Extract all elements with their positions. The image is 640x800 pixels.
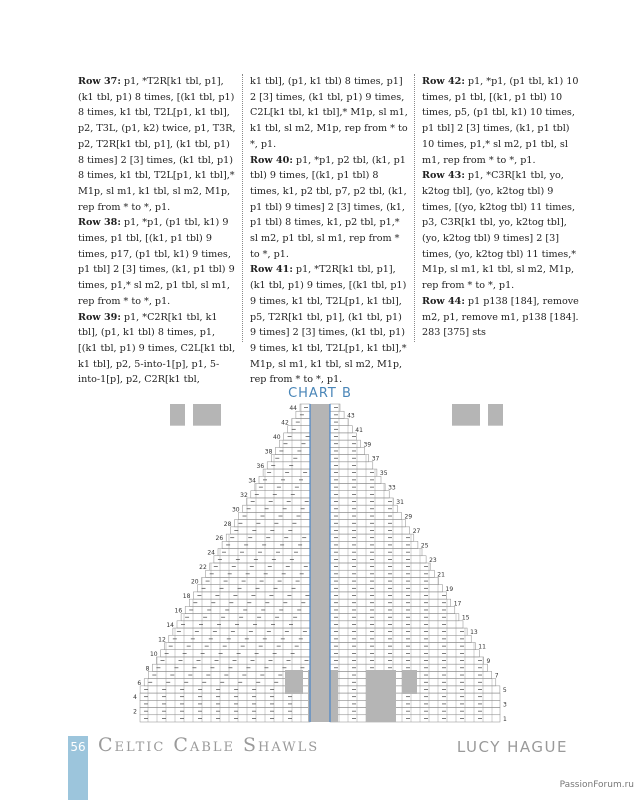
row-number-right: 29 <box>404 513 413 521</box>
center-stitch-column <box>310 404 330 722</box>
chart-row-left <box>206 570 310 577</box>
book-title: Celtic Cable Shawls <box>98 734 320 756</box>
row-number-right: 1 <box>503 715 507 723</box>
row-number-right: 35 <box>379 470 388 478</box>
row-number-right: 5 <box>502 687 507 695</box>
row-number-right: 11 <box>478 643 486 651</box>
no-stitch-block <box>285 670 303 694</box>
no-stitch-block <box>193 404 221 426</box>
row-number-right: 9 <box>486 658 491 666</box>
chart-row-left <box>181 614 310 621</box>
row-number-right: 33 <box>388 484 396 492</box>
no-stitch-block <box>366 670 396 722</box>
chart-row-left <box>288 426 310 433</box>
chart-row-left <box>234 520 310 527</box>
row-42-instruction: Row 42: p1, *p1, (p1 tbl, k1) 10 times, p1 tbl, [(k1, p1 tbl) 10 times, p5, (p1 tbl, k1) 10 times, p1 tbl] 2 [3] times, (k1, p1 tbl) 10 times, p1,* sl m2, p1 tbl, sl m1, rep from * to *, p1. <box>422 76 579 166</box>
row-number-left: 16 <box>174 607 183 615</box>
chart-row-right <box>330 505 397 512</box>
chart-row-left <box>173 628 310 635</box>
row-number-left: 40 <box>272 434 281 442</box>
row-number-right: 17 <box>453 600 462 608</box>
row-number-left: 22 <box>199 564 207 572</box>
chart-row-right <box>330 643 475 650</box>
author-name: LUCY HAGUE <box>456 738 568 756</box>
row-number-left: 44 <box>289 405 297 413</box>
chart-row-left <box>214 556 310 563</box>
row-40-instruction: Row 40: p1, *p1, p2 tbl, (k1, p1 tbl) 9 times, [(k1, p1 tbl) 8 times, k1, p2 tbl, p7, p2 tbl, (k1, p1 tbl) 9 times] 2 [3] times, (k1, p1 tbl) 8 times, k1, p2 tbl, p1,* sl m2, p1 tbl, sl m1, rep from * to *, p1. <box>250 154 407 260</box>
row-number-left: 24 <box>207 549 215 557</box>
row-number-right: 27 <box>412 528 421 536</box>
page-number: 56 <box>70 740 86 754</box>
chart-row-right <box>330 484 385 491</box>
row-number-right: 7 <box>494 672 499 680</box>
row-number-left: 12 <box>158 636 166 644</box>
row-43-instruction: Row 43: p1, *C3R[k1 tbl, yo, k2tog tbl], (yo, k2tog tbl) 9 times, [(yo, k2tog tbl) 11 times, p3, C3R[k1 tbl, yo, k2tog tbl], (yo, k2tog tbl) 9 times] 2 [3] times, (yo, k2tog tbl) 11 times,* M1p, sl m1, k1 tbl, sl m2, M1p, rep from * to *, p1. <box>422 170 577 292</box>
chart-row-left <box>169 635 310 642</box>
no-stitch-block <box>488 404 503 426</box>
chart-row-left <box>243 505 310 512</box>
chart-row-left <box>255 484 310 491</box>
row-38-instruction: Row 38: p1, *p1, (p1 tbl, k1) 9 times, p1 tbl, [(k1, p1 tbl) 9 times, p17, (p1 tbl, k1) 9 times, p1 tbl] 2 [3] times, (k1, p1 tbl) 9 times, p1,* sl m2, p1 tbl, sl m1, rep from * to *, p1. <box>78 217 235 307</box>
row-number-left: 8 <box>145 665 150 673</box>
row-number-left: 10 <box>149 650 158 658</box>
row-number-right: 15 <box>461 614 470 622</box>
chart-row-left <box>230 527 310 534</box>
chart-row-right <box>330 570 434 577</box>
row-number-left: 28 <box>223 520 232 528</box>
chart-row-left <box>210 563 310 570</box>
row-number-right: 31 <box>396 499 404 507</box>
no-stitch-block <box>402 670 417 694</box>
chart-row-right <box>330 606 455 613</box>
no-stitch-block <box>170 404 185 426</box>
row-number-right: 41 <box>355 426 363 434</box>
row-number-left: 30 <box>231 506 240 514</box>
row-number-left: 38 <box>264 448 273 456</box>
row-number-right: 13 <box>470 629 478 637</box>
row-37-instruction: Row 37: p1, *T2R[k1 tbl, p1], (k1 tbl, p1) 8 times, [(k1 tbl, p1) 8 times, k1 tbl, T2L[p1, k1 tbl], p2, T3L, (p1, k2) twice, p1, T3R, p2, T2R[k1 tbl, p1], (k1 tbl, p1) 8 times] 2 [3] times, (k1 tbl, p1) 8 times, k1 tbl, T2L[p1, k1 tbl],* M1p, sl m1, k1 tbl, sl m2, M1p, rep from * to *, p1. <box>78 76 236 213</box>
chart-row-right <box>330 577 438 584</box>
row-number-left: 6 <box>137 679 142 687</box>
chart-row-right <box>330 556 426 563</box>
row-number-right: 3 <box>503 701 507 709</box>
row-number-left: 42 <box>281 419 289 427</box>
row-number-left: 14 <box>166 621 174 629</box>
row-number-right: 19 <box>445 585 454 593</box>
watermark-url: PassionForum.ru <box>559 780 634 790</box>
no-stitch-block <box>452 404 480 426</box>
row-number-left: 36 <box>256 462 265 470</box>
row-number-right: 21 <box>437 571 445 579</box>
chart-row-right <box>330 614 459 621</box>
row-number-left: 32 <box>240 491 248 499</box>
row-number-right: 25 <box>420 542 429 550</box>
row-number-left: 18 <box>182 593 191 601</box>
row-number-left: 2 <box>133 708 137 716</box>
chart-row-right <box>330 527 410 534</box>
row-number-right: 43 <box>347 412 355 420</box>
row-number-right: 37 <box>371 455 380 463</box>
chart-title: CHART B <box>288 386 352 401</box>
chart-row-left <box>165 643 310 650</box>
row-39-instruction: Row 39: p1, *C2R[k1 tbl, k1 tbl], (p1, k1 tbl) 8 times, p1, [(k1 tbl, p1) 9 times, C2L[k1 tbl, k1 tbl], p2, 5-into-1[p], p1, 5-into-1[p], p2, C2R[k1 tbl, <box>78 311 236 386</box>
row-41-instruction: Row 41: p1, *T2R[k1 tbl, p1], (k1 tbl, p1) 9 times, [(k1 tbl, p1) 9 times, k1 tbl, T2L[p1, k1 tbl], p5, T2R[k1 tbl, p1], (k1 tbl, p1) 9 times] 2 [3] times, (k1 tbl, p1) 9 times, k1 tbl, T2L[p1, k1 tbl],* M1p, sl m1, k1 tbl, sl m2, M1p, rep from * to *, p1. <box>250 264 407 386</box>
chart-row-right <box>330 520 406 527</box>
chart-row-right <box>330 563 430 570</box>
chart-row-left <box>185 606 310 613</box>
chart-row-right <box>330 426 352 433</box>
row-number-right: 23 <box>429 556 437 564</box>
row-44-instruction: Row 44: p1 p138 [184], remove m2, p1, remove m1, p138 [184]. 283 [375] sts <box>422 295 579 339</box>
chart-row-right <box>330 628 467 635</box>
row-39-continued: k1 tbl], (p1, k1 tbl) 8 times, p1] 2 [3] times, (k1 tbl, p1) 9 times, C2L[k1 tbl, k1 tbl],* M1p, sl m1, k1 tbl, sl m2, M1p, rep from * to *, p1. <box>250 76 408 150</box>
row-number-left: 34 <box>248 477 256 485</box>
row-number-right: 39 <box>363 441 372 449</box>
row-number-left: 26 <box>215 535 224 543</box>
chart-row-right <box>330 635 471 642</box>
row-number-left: 4 <box>133 694 137 702</box>
row-number-left: 20 <box>190 578 199 586</box>
